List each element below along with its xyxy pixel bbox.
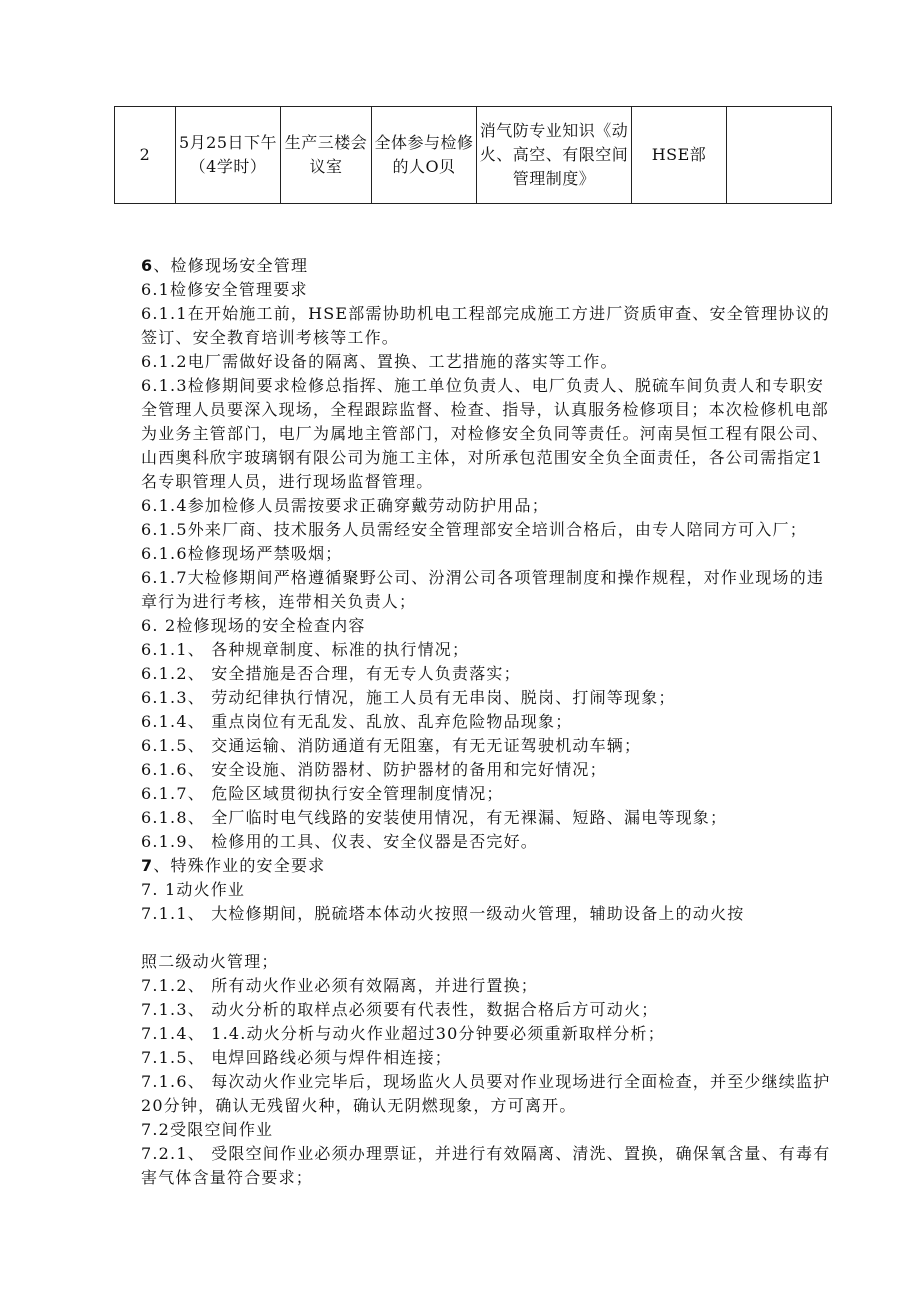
check-item: 6.1.1、 各种规章制度、标准的执行情况； (141, 640, 470, 659)
cell-no: 2 (115, 107, 176, 204)
section-7-number: 7 (141, 856, 154, 875)
paragraph: 7.1.3、 动火分析的取样点必须要有代表性，数据合格后方可动火； (141, 1000, 659, 1019)
page-gap (141, 926, 831, 950)
check-item: 6.1.3、 劳动纪律执行情况，施工人员有无串岗、脱岗、打闹等现象； (141, 688, 676, 707)
check-item: 6.1.7、 危险区域贯彻执行安全管理制度情况； (141, 784, 504, 803)
cell-note (727, 107, 832, 204)
cell-content: 消气防专业知识《动火、高空、有限空间管理制度》 (477, 107, 632, 204)
section-7-heading (141, 854, 831, 878)
paragraph: 6.1.3检修期间要求检修总指挥、施工单位负责人、电厂负责人、脱硫车间负责人和专职安全管理人员要深入现场，全程跟踪监督、检查、指导，认真服务检修项目；本次检修机电部为业务主管部门，电厂为属地主管部门，对检修安全负同等责任。河南昊恒工程有限公司、山西奥科欣宇玻璃钢有限公司为施工主体，对所承包范围安全负全面责任，各公司需指定1名专职管理人员，进行现场监督管理。 (141, 376, 830, 491)
section-7-title: 、特殊作业的安全要求 (153, 856, 326, 875)
section-6-number: 6 (141, 256, 154, 275)
paragraph: 7.1.2、 所有动火作业必须有效隔离，并进行置换； (141, 976, 538, 995)
body-text (141, 254, 831, 1190)
cell-place: 生产三楼会议室 (281, 107, 372, 204)
check-item: 6.1.8、 全厂临时电气线路的安装使用情况，有无裸漏、短路、漏电等现象； (141, 808, 728, 827)
section-6-title: 、检修现场安全管理 (153, 256, 309, 275)
section-7-2-title: 7.2受限空间作业 (141, 1120, 274, 1139)
check-item: 6.1.9、 检修用的工具、仪表、安全仪器是否完好。 (141, 832, 538, 851)
schedule-table (114, 106, 832, 204)
paragraph: 7.1.4、 1.4.动火分析与动火作业超过30分钟要必须重新取样分析； (141, 1024, 665, 1043)
check-item: 6.1.2、 安全措施是否合理，有无专人负责落实； (141, 664, 521, 683)
paragraph: 7.1.5、 电焊回路线必须与焊件相连接； (141, 1048, 452, 1067)
section-6-heading (141, 254, 831, 278)
paragraph: 6.1.6检修现场严禁吸烟； (141, 544, 343, 563)
paragraph: 6.1.4参加检修人员需按要求正确穿戴劳动防护用品； (141, 496, 549, 515)
check-item: 6.1.4、 重点岗位有无乱发、乱放、乱弃危险物品现象； (141, 712, 573, 731)
check-item: 6.1.6、 安全设施、消防器材、防护器材的备用和完好情况； (141, 760, 607, 779)
paragraph: 7.1.6、 每次动火作业完毕后，现场监火人员要对作业现场进行全面检查，并至少继续监护20分钟，确认无残留火种，确认无阴燃现象，方可离开。 (141, 1072, 831, 1115)
section-6-1-title: 6.1检修安全管理要求 (141, 280, 308, 299)
cell-time: 5月25日下午（4学时） (176, 107, 281, 204)
paragraph: 6.1.7大检修期间严格遵循聚野公司、汾渭公司各项管理制度和操作规程，对作业现场的违章行为进行考核，连带相关负责人； (141, 568, 825, 611)
cell-dept: HSE部 (632, 107, 727, 204)
section-6-2-title: 6. 2检修现场的安全检查内容 (141, 616, 366, 635)
paragraph: 6.1.5外来厂商、技术服务人员需经安全管理部安全培训合格后，由专人陪同方可入厂； (141, 520, 807, 539)
paragraph: 7.2.1、 受限空间作业必须办理票证，并进行有效隔离、清洗、置换，确保氧含量、有毒有害气体含量符合要求； (141, 1144, 831, 1187)
check-item: 6.1.5、 交通运输、消防通道有无阻塞，有无无证驾驶机动车辆； (141, 736, 642, 755)
paragraph: 6.1.1在开始施工前，HSE部需协助机电工程部完成施工方进厂资质审查、安全管理协议的签订、安全教育培训考核等工作。 (141, 304, 830, 347)
cell-attendees: 全体参与检修的人O贝 (372, 107, 477, 204)
paragraph: 7.1.1、 大检修期间，脱硫塔本体动火按照一级动火管理，辅助设备上的动火按 (141, 904, 745, 923)
paragraph: 照二级动火管理； (141, 952, 279, 971)
paragraph: 6.1.2电厂需做好设备的隔离、置换、工艺措施的落实等工作。 (141, 352, 618, 371)
section-7-1-title: 7. 1动火作业 (141, 880, 246, 899)
table-row (115, 107, 832, 204)
